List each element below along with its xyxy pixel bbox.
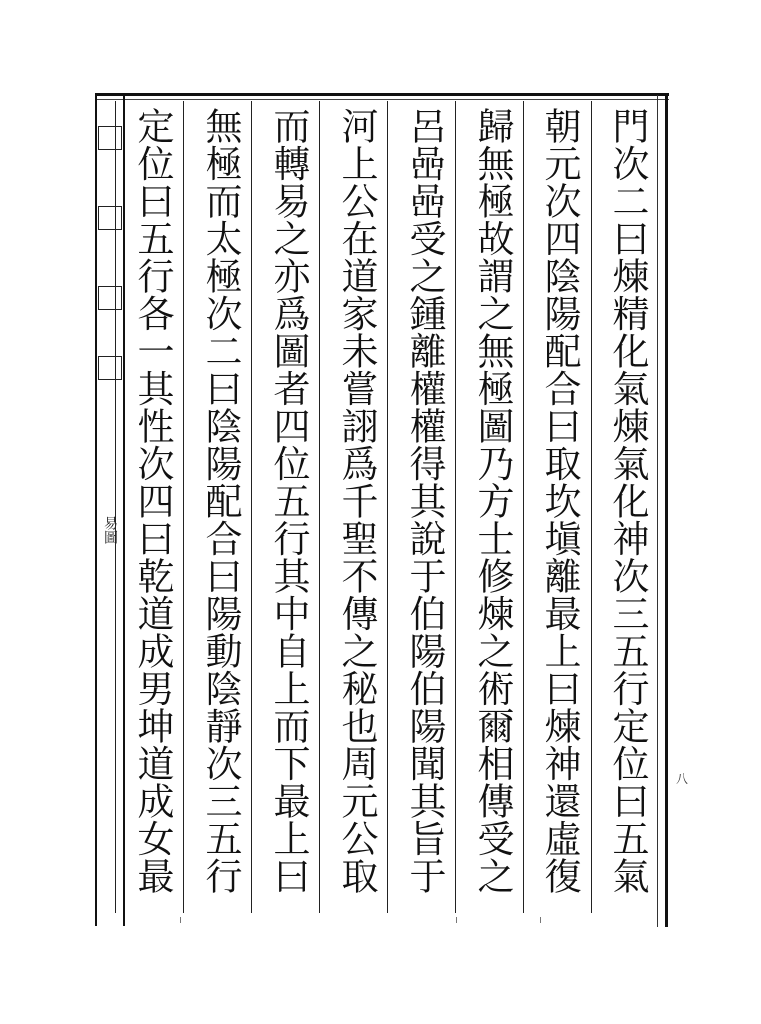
margin-title: 易圖	[102, 516, 118, 544]
margin-rule-left	[95, 96, 97, 926]
text-column-5: 河上公在道家未嘗詡爲千聖不傳之秘也周元公取	[335, 107, 378, 895]
text-column-8: 定位曰五行各一其性次四曰乾道成男坤道成女最	[131, 107, 174, 895]
text-column-6: 而轉易之亦爲圖者四位五行其中自上而下最上曰	[267, 107, 310, 895]
column-divider	[523, 101, 524, 913]
text-column-1: 門次二曰煉精化氣煉氣化神次三五行定位曰五氣	[606, 107, 649, 895]
text-block	[95, 93, 669, 929]
inner-right-border-rule	[657, 95, 658, 927]
column-divider	[319, 101, 320, 913]
fishtail-mark	[98, 286, 122, 310]
top-border-rule	[95, 93, 669, 100]
text-column-4: 呂喦喦受之鍾離權權得其說于伯陽伯陽聞其旨于	[403, 107, 446, 895]
text-column-7: 無極而太極次二曰陰陽配合曰陽動陰靜次三五行	[199, 107, 242, 895]
fold-margin	[95, 96, 125, 926]
fishtail-mark	[98, 206, 122, 230]
column-divider	[251, 101, 252, 913]
column-divider	[455, 101, 456, 913]
text-column-2: 朝元次四陰陽配合曰取坎塡離最上曰煉神還虛復	[538, 107, 581, 895]
outer-right-border-rule	[665, 95, 668, 927]
text-column-3: 歸無極故謂之無極圖乃方士修煉之術爾相傳受之	[471, 107, 514, 895]
column-divider	[387, 101, 388, 913]
fishtail-mark	[98, 126, 122, 150]
margin-rule-right	[123, 96, 125, 926]
edge-tick	[180, 917, 181, 923]
fishtail-mark	[98, 356, 122, 380]
column-divider	[591, 101, 592, 913]
edge-tick	[456, 917, 457, 923]
edge-tick	[540, 917, 541, 923]
folio-number: 八	[676, 772, 689, 786]
column-divider	[183, 101, 184, 913]
